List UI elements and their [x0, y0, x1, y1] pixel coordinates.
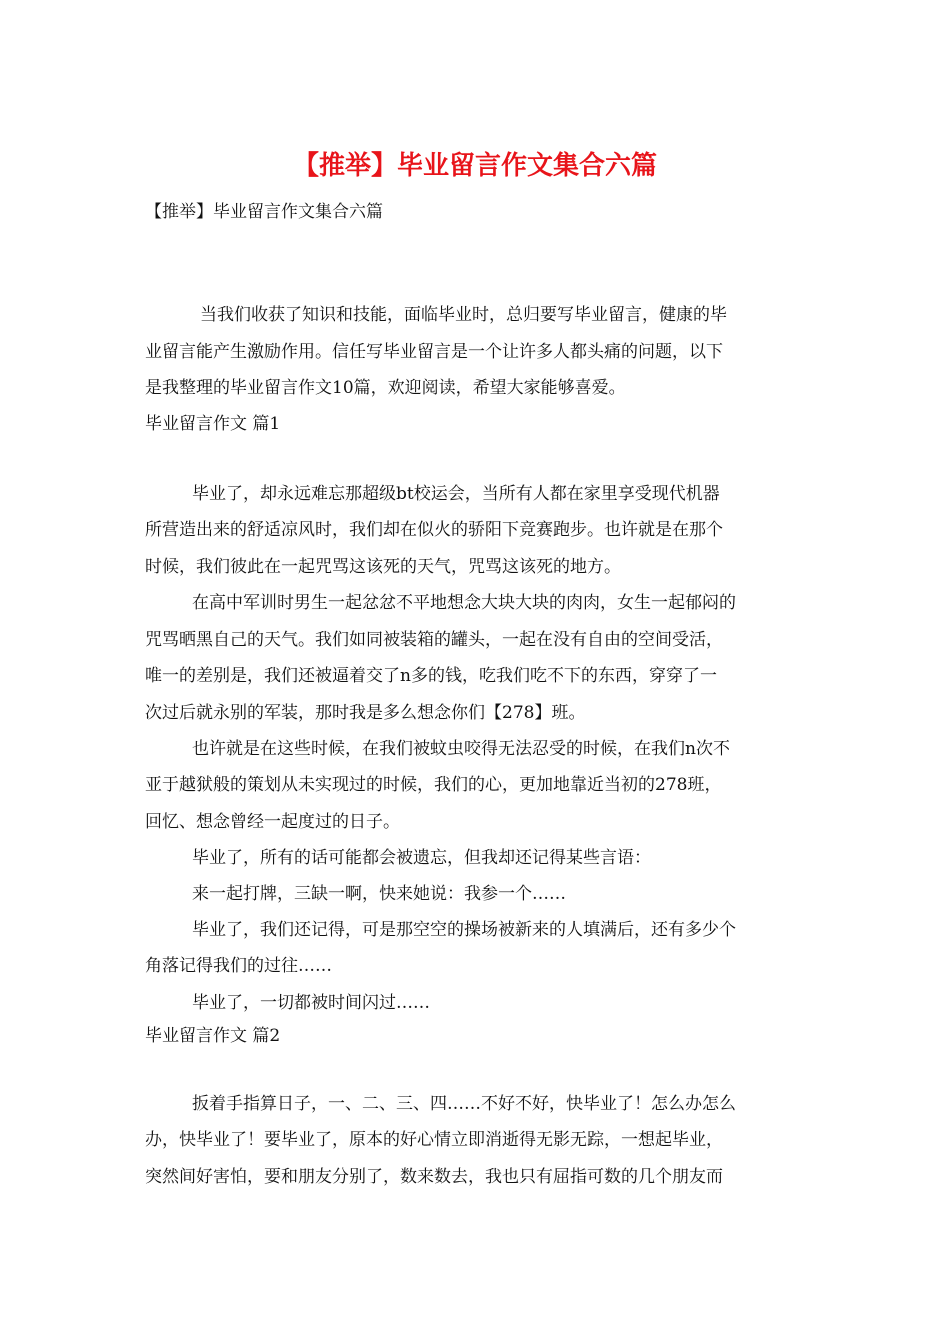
paragraph-line: 毕业了，我们还记得，可是那空空的操场被新来的人填满后，还有多少个 [192, 920, 736, 940]
section-heading: 毕业留言作文 篇2 [145, 1026, 281, 1046]
paragraph-line: 亚于越狱般的策划从未实现过的时候，我们的心，更加地靠近当初的278班， [145, 775, 722, 795]
paragraph-line: 毕业了，却永远难忘那超级bt校运会，当所有人都在家里享受现代机器 [192, 484, 720, 504]
paragraph-line: 也许就是在这些时候，在我们被蚊虫咬得无法忍受的时候，在我们n次不 [192, 739, 730, 759]
paragraph-line: 咒骂晒黑自己的天气。我们如同被装箱的罐头，一起在没有自由的空间受活， [145, 630, 723, 650]
paragraph-line: 当我们收获了知识和技能，面临毕业时，总归要写毕业留言，健康的毕 [200, 305, 727, 325]
paragraph-line: 突然间好害怕，要和朋友分别了，数来数去，我也只有屈指可数的几个朋友而 [145, 1167, 723, 1187]
section-heading: 毕业留言作文 篇1 [145, 414, 281, 434]
paragraph-line: 唯一的差别是，我们还被逼着交了n多的钱，吃我们吃不下的东西，穿穿了一 [145, 666, 717, 686]
paragraph-line: 业留言能产生激励作用。信任写毕业留言是一个让许多人都头痛的问题，以下 [145, 342, 723, 362]
paragraph-line: 办，快毕业了！要毕业了，原本的好心情立即消逝得无影无踪，一想起毕业， [145, 1130, 723, 1150]
paragraph-line: 毕业了，所有的话可能都会被遗忘，但我却还记得某些言语： [192, 848, 651, 868]
paragraph-line: 时候，我们彼此在一起咒骂这该死的天气，咒骂这该死的地方。 [145, 557, 621, 577]
paragraph-line: 次过后就永别的军装，那时我是多么想念你们【278】班。 [145, 703, 586, 723]
paragraph-line: 回忆、想念曾经一起度过的日子。 [145, 812, 400, 832]
paragraph-line: 角落记得我们的过往…… [145, 956, 332, 976]
paragraph-line: 扳着手指算日子，一、二、三、四……不好不好，快毕业了！怎么办怎么 [192, 1094, 736, 1114]
paragraph-line: 是我整理的毕业留言作文10篇，欢迎阅读，希望大家能够喜爱。 [145, 378, 626, 398]
paragraph-line: 来一起打牌，三缺一啊，快来她说：我参一个…… [192, 884, 566, 904]
document-subtitle: 【推举】毕业留言作文集合六篇 [145, 202, 383, 222]
paragraph-line: 所营造出来的舒适凉风时，我们却在似火的骄阳下竞赛跑步。也许就是在那个 [145, 520, 723, 540]
paragraph-line: 在高中军训时男生一起忿忿不平地想念大块大块的肉肉，女生一起郁闷的 [192, 593, 736, 613]
document-title: 【推举】毕业留言作文集合六篇 [292, 151, 657, 181]
paragraph-line: 毕业了，一切都被时间闪过…… [192, 993, 430, 1013]
